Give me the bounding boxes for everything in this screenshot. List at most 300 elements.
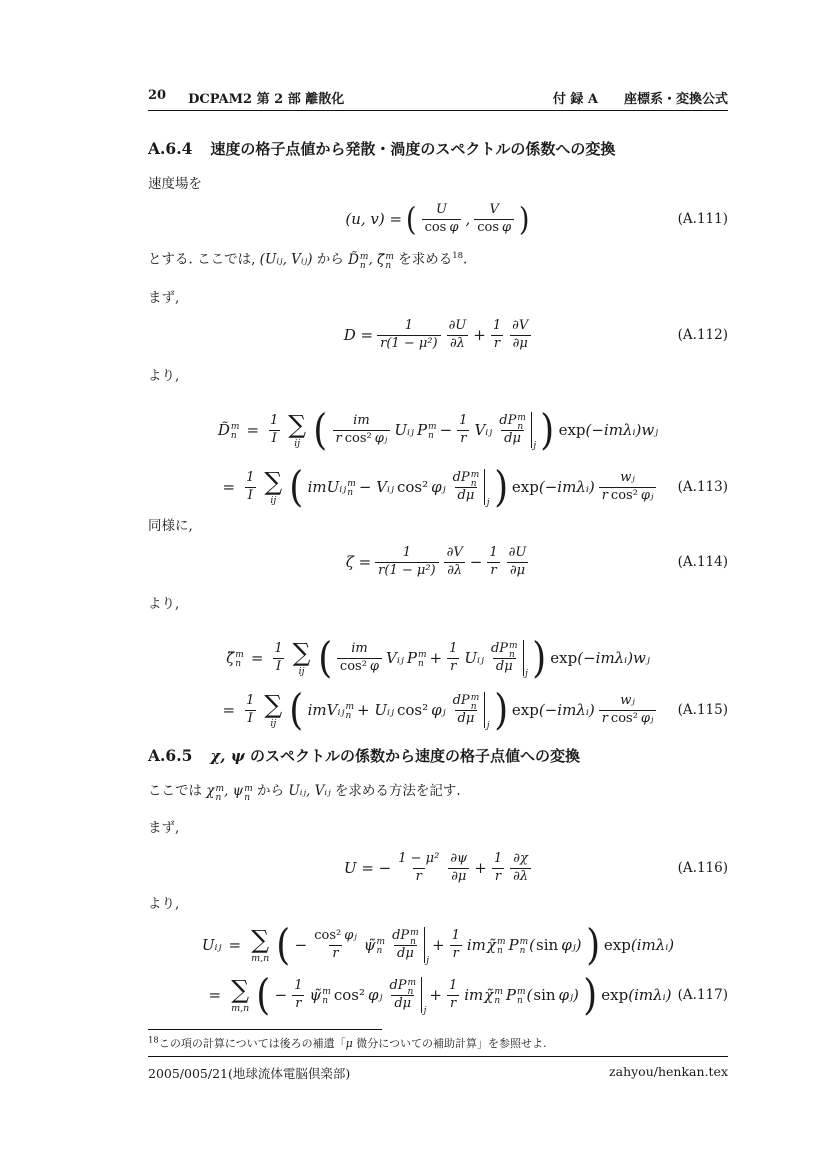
math-token: φⱼ) bbox=[558, 986, 579, 1004]
sup-sub-stack bbox=[520, 938, 529, 956]
sub-n: n bbox=[376, 946, 383, 956]
math-token bbox=[218, 421, 240, 439]
sup-sub-stack bbox=[377, 938, 386, 956]
sup-m: m bbox=[345, 702, 355, 712]
text-run: より, bbox=[148, 896, 180, 912]
exp-token: exp bbox=[558, 421, 586, 439]
math-token: ∂ψ bbox=[450, 851, 468, 867]
equation-a115-line2: = $\frac{1}{I}$ ∑ ij ( imVᵢⱼ m n + Uᵢⱼ cos² φⱼ dP m n dμ j ) exp (−imλᵢ) wⱼ r cos² φⱼ (A.115) bbox=[222, 685, 728, 734]
summation-symbol bbox=[292, 637, 311, 677]
paragraph bbox=[148, 517, 728, 537]
sum-limit: m,n bbox=[231, 1002, 250, 1014]
fraction bbox=[267, 413, 281, 447]
fraction bbox=[422, 202, 462, 236]
exp-token: exp bbox=[550, 649, 578, 667]
math-token: , bbox=[368, 251, 378, 268]
fraction bbox=[506, 545, 530, 579]
paragraph bbox=[148, 289, 728, 309]
minus-sign: − bbox=[274, 986, 288, 1004]
header-right-title: 座標系・変換公式 bbox=[623, 92, 728, 107]
math-token: U = − bbox=[343, 859, 392, 877]
math-token: I bbox=[273, 658, 284, 675]
sup-sub-stack bbox=[322, 988, 331, 1006]
math-token: + bbox=[473, 326, 486, 344]
legendre-p: P bbox=[416, 421, 428, 439]
cos-token: cos² bbox=[344, 430, 372, 446]
math-token: r bbox=[450, 945, 462, 962]
math-token: dP bbox=[452, 470, 470, 486]
equals-sign: = bbox=[246, 421, 260, 439]
math-token: (imλᵢ) bbox=[628, 986, 672, 1004]
sum-limit: ij bbox=[298, 665, 305, 677]
math-token: imVᵢⱼ bbox=[307, 701, 345, 719]
equals-sign: = bbox=[250, 649, 264, 667]
math-token bbox=[311, 928, 360, 944]
math-token: Uᵢⱼ bbox=[464, 649, 484, 667]
math-token: dP bbox=[490, 641, 509, 657]
sup-m: m bbox=[509, 641, 518, 652]
cos-token: cos² bbox=[396, 478, 429, 496]
exp-token: exp bbox=[601, 986, 629, 1004]
equation-a117-line2: = ∑ m,n ( − $\frac{1}{r}$ ψ̃ m n cos² φⱼ dP m n dμ j + $\frac{1}{r}$ im χ̃ m n P m n ( sin φⱼ) ) exp (imλᵢ) (A.117) bbox=[208, 970, 728, 1019]
math-token: wⱼ bbox=[620, 693, 635, 709]
fraction bbox=[456, 413, 470, 447]
fraction-with-eval bbox=[388, 927, 429, 966]
math-token: 1 bbox=[448, 978, 458, 994]
math-token bbox=[337, 658, 382, 675]
math-token: r(1 − μ²) bbox=[377, 335, 440, 352]
fraction bbox=[599, 693, 657, 727]
fraction bbox=[447, 851, 470, 885]
text-run: まず, bbox=[148, 820, 180, 836]
fraction bbox=[243, 470, 257, 504]
equation-a114 bbox=[148, 538, 728, 586]
math-token: im bbox=[464, 986, 484, 1004]
math-token: r bbox=[491, 335, 503, 352]
minus-sign: − bbox=[469, 553, 483, 571]
cos-token: cos² bbox=[339, 658, 367, 674]
fraction bbox=[599, 470, 657, 504]
math-token: D = bbox=[343, 326, 374, 344]
fraction bbox=[449, 928, 463, 962]
header-left bbox=[148, 88, 344, 107]
sup-sub-stack bbox=[347, 480, 356, 498]
math-token: imUᵢⱼ bbox=[307, 478, 347, 496]
math-token: r bbox=[413, 868, 425, 885]
sub-n: n bbox=[345, 711, 352, 721]
math-token: (imλᵢ) bbox=[630, 936, 675, 954]
eval-bar bbox=[531, 412, 537, 451]
math-token bbox=[308, 701, 354, 719]
math-token: ∂μ bbox=[507, 562, 528, 579]
math-token: ( bbox=[526, 986, 533, 1004]
section-heading-a65 bbox=[148, 745, 728, 766]
math-token: ∂λ bbox=[444, 562, 465, 579]
footnote-ref: 18 bbox=[452, 251, 464, 261]
math-token: 1 bbox=[294, 978, 303, 994]
sup-m: m bbox=[385, 252, 394, 263]
sigma-glyph: ∑ bbox=[251, 924, 270, 954]
header-appendix-label: 付 録 A bbox=[552, 92, 598, 107]
math-token bbox=[333, 430, 391, 447]
sub-n: n bbox=[516, 996, 523, 1006]
eval-subscript: j bbox=[533, 441, 537, 451]
math-token: 1 bbox=[493, 851, 503, 867]
math-token: ∂V bbox=[446, 545, 463, 561]
fraction bbox=[337, 641, 382, 675]
math-token: 1 bbox=[451, 928, 460, 944]
sup-sub-stack bbox=[471, 471, 480, 489]
plus-sign: + bbox=[432, 936, 445, 954]
text-run: 微分についての補助計算」を参照せよ. bbox=[352, 1037, 547, 1050]
sub-n: n bbox=[359, 261, 366, 272]
sup-m: m bbox=[407, 978, 417, 989]
eval-subscript: j bbox=[525, 669, 528, 679]
sup-m: m bbox=[428, 422, 437, 432]
equation-a113-line2: = $\frac{1}{I}$ ∑ ij ( imUᵢⱼ m n − Vᵢⱼ cos² φⱼ dP m n dμ j ) exp (−imλᵢ) wⱼ r cos² φⱼ (A.113) bbox=[222, 462, 728, 511]
summation-symbol bbox=[251, 924, 270, 964]
plus-sign: + bbox=[474, 859, 487, 877]
math-token: im bbox=[351, 641, 368, 657]
math-token: dμ bbox=[455, 710, 478, 727]
equation-a117-line1: Uᵢⱼ = ∑ m,n ( − $\frac{\text{cos² φⱼ}}{r}$ ψ̃ m n dP m n dμ j + $\frac{1}{r}$ im χ̃ m n P m n ( sin φⱼ) ) exp (imλᵢ) bbox=[201, 920, 675, 969]
cos-token: cos bbox=[424, 219, 447, 235]
sum-limit: ij bbox=[270, 494, 277, 506]
paragraph bbox=[148, 819, 728, 839]
psi-tilde-token: ψ̃ bbox=[363, 936, 376, 954]
sup-m: m bbox=[519, 937, 529, 947]
math-token: ∂λ bbox=[447, 335, 468, 352]
footnote-rule bbox=[148, 1029, 382, 1030]
math-token bbox=[599, 710, 657, 727]
phi-token: φⱼ bbox=[640, 487, 654, 503]
chi-tilde-token: χ̃ bbox=[484, 986, 494, 1004]
sup-sub-stack bbox=[408, 979, 417, 997]
footnote bbox=[148, 1035, 728, 1051]
fraction bbox=[395, 851, 442, 885]
fraction bbox=[486, 545, 500, 579]
sub-n: n bbox=[215, 792, 222, 803]
section-number: A.6.4 bbox=[148, 139, 193, 158]
text-run: 同様に, bbox=[148, 518, 193, 534]
sigma-glyph: ∑ bbox=[231, 974, 250, 1004]
sup-sub-stack bbox=[345, 703, 354, 721]
fraction-with-eval bbox=[449, 692, 490, 731]
fraction bbox=[333, 413, 391, 447]
math-token: dP bbox=[499, 413, 517, 429]
math-token bbox=[422, 219, 462, 236]
phi-token: φⱼ bbox=[367, 986, 383, 1004]
text-run: を求める方法を記す. bbox=[330, 783, 461, 799]
footer-date: 2005/005/21(地球流体電脳倶楽部) bbox=[148, 1066, 351, 1081]
page-footer bbox=[148, 1064, 728, 1082]
sub-n: n bbox=[230, 431, 237, 441]
psi-tilde-token: ψ̃ bbox=[309, 986, 322, 1004]
fraction bbox=[446, 641, 460, 675]
math-token: r bbox=[447, 995, 459, 1012]
text-run: この項の計算については後ろの補遺「 bbox=[158, 1037, 346, 1050]
math-token: r bbox=[292, 995, 304, 1012]
math-token: r bbox=[329, 945, 341, 962]
math-token bbox=[506, 986, 526, 1004]
text-run: 速度場を bbox=[148, 176, 202, 192]
math-token: Uᵢⱼ bbox=[394, 421, 414, 439]
phi-token: φ bbox=[502, 219, 512, 235]
math-token: U bbox=[436, 202, 447, 218]
equation-a113-line1: D̃ m n = $\frac{1}{I}$ ∑ ij ( im r cos² φⱼ Uᵢⱼ P m n − $\frac{1}{r}$ Vᵢⱼ dP m n dμ j ) exp (−imλᵢ)wⱼ bbox=[217, 405, 659, 454]
sup-m: m bbox=[517, 413, 526, 424]
math-token bbox=[417, 421, 437, 439]
sub-n: n bbox=[470, 702, 477, 713]
math-token: ∂V bbox=[512, 318, 529, 334]
sup-sub-stack bbox=[385, 253, 394, 271]
math-token: r bbox=[487, 562, 499, 579]
sub-n: n bbox=[322, 996, 329, 1006]
sigma-glyph: ∑ bbox=[264, 466, 283, 496]
sup-sub-stack bbox=[497, 938, 506, 956]
math-token: V bbox=[489, 202, 499, 218]
sum-limit: m,n bbox=[251, 952, 270, 964]
cos-token: cos² bbox=[610, 487, 638, 503]
math-token: − Vᵢⱼ bbox=[358, 478, 394, 496]
math-token: dμ bbox=[455, 487, 478, 504]
text-run: より, bbox=[148, 596, 180, 612]
cos-token: cos² bbox=[610, 710, 638, 726]
equals-sign: = bbox=[222, 478, 236, 496]
math-token: ∂U bbox=[448, 318, 467, 334]
section-number: A.6.5 bbox=[148, 746, 193, 765]
equation-number: (A.111) bbox=[677, 211, 728, 227]
chi-token: χ bbox=[206, 783, 215, 799]
fraction bbox=[490, 318, 504, 352]
fraction bbox=[446, 318, 470, 352]
math-token: wⱼ bbox=[620, 470, 635, 486]
fraction bbox=[291, 978, 305, 1012]
sub-n: n bbox=[470, 479, 477, 490]
math-token: im bbox=[353, 413, 370, 429]
sup-m: m bbox=[235, 650, 244, 660]
equals-sign: = bbox=[228, 936, 242, 954]
math-token: ∂χ bbox=[513, 851, 528, 867]
math-token: Vᵢⱼ bbox=[474, 421, 493, 439]
math-token: 1 bbox=[274, 641, 283, 657]
math-token: dμ bbox=[501, 430, 524, 447]
equation-number: (A.114) bbox=[677, 554, 728, 570]
section-heading-a64 bbox=[148, 138, 728, 159]
math-token: ( bbox=[529, 936, 536, 954]
fraction bbox=[243, 693, 257, 727]
header-rule bbox=[148, 110, 728, 111]
sup-sub-stack bbox=[517, 414, 526, 432]
fraction bbox=[444, 545, 466, 579]
equation-number: (A.112) bbox=[677, 327, 728, 343]
fraction-with-eval bbox=[449, 469, 490, 508]
math-token: 1 bbox=[492, 318, 502, 334]
phi-token: φⱼ bbox=[374, 430, 388, 446]
sup-m: m bbox=[215, 783, 225, 794]
sup-m: m bbox=[359, 252, 369, 263]
header-left-title: DCPAM2 第 2 部 離散化 bbox=[188, 92, 345, 107]
math-token bbox=[377, 251, 394, 271]
math-token: (−imλᵢ) bbox=[538, 701, 595, 719]
math-token bbox=[599, 487, 657, 504]
sub-n: n bbox=[417, 659, 424, 669]
vertical-bar bbox=[421, 977, 422, 1013]
sup-m: m bbox=[417, 650, 427, 660]
cos-token: cos bbox=[477, 219, 500, 235]
math-token: ∂μ bbox=[510, 335, 531, 352]
math-token: dP bbox=[452, 693, 470, 709]
sup-m: m bbox=[410, 928, 419, 939]
vertical-bar bbox=[523, 640, 524, 676]
math-token: dP bbox=[389, 978, 407, 994]
math-token: , bbox=[224, 783, 233, 799]
math-token: 1 − μ² bbox=[398, 851, 440, 867]
math-token: I bbox=[245, 487, 256, 504]
page-number: 20 bbox=[148, 88, 167, 103]
sub-n: n bbox=[428, 431, 434, 441]
sup-sub-stack bbox=[428, 423, 437, 441]
math-token: Uᵢⱼ bbox=[201, 936, 222, 954]
sup-m: m bbox=[230, 422, 240, 432]
sub-n: n bbox=[407, 987, 414, 998]
plus-sign: + bbox=[429, 986, 442, 1004]
sup-sub-stack bbox=[509, 642, 518, 660]
footer-rule bbox=[148, 1056, 728, 1057]
fraction bbox=[474, 202, 514, 236]
sigma-glyph: ∑ bbox=[264, 689, 283, 719]
sin-token: sin bbox=[536, 936, 559, 954]
math-token: ζ = bbox=[345, 553, 372, 571]
header-right bbox=[553, 88, 728, 107]
math-token: ∂μ bbox=[448, 868, 469, 885]
fraction-with-eval bbox=[495, 412, 537, 451]
math-token: , bbox=[465, 210, 471, 228]
math-token: 1 bbox=[404, 318, 413, 334]
equation-number: (A.113) bbox=[677, 479, 728, 495]
phi-token: φⱼ bbox=[344, 928, 357, 944]
math-token: r bbox=[601, 710, 608, 726]
paragraph bbox=[148, 895, 728, 915]
sup-sub-stack bbox=[215, 785, 224, 803]
sup-sub-stack bbox=[244, 785, 253, 803]
math-token bbox=[509, 936, 529, 954]
math-token bbox=[487, 936, 506, 954]
math-token bbox=[226, 649, 244, 667]
sub-n: n bbox=[494, 996, 501, 1006]
sup-m: m bbox=[470, 470, 480, 481]
fraction bbox=[377, 318, 440, 352]
math-token: 1 bbox=[246, 693, 255, 709]
math-token bbox=[474, 219, 514, 236]
equation-a116 bbox=[148, 844, 728, 892]
sup-sub-stack bbox=[471, 694, 480, 712]
minus-sign: − bbox=[439, 421, 453, 439]
text-run: から bbox=[312, 251, 349, 268]
paragraph bbox=[148, 782, 728, 802]
summation-symbol bbox=[264, 466, 283, 506]
sup-m: m bbox=[496, 937, 506, 947]
math-token: 1 bbox=[459, 413, 468, 429]
math-token: φⱼ) bbox=[561, 936, 582, 954]
sum-limit: ij bbox=[270, 717, 277, 729]
paragraph bbox=[148, 250, 728, 270]
sub-n: n bbox=[519, 946, 526, 956]
minus-sign: − bbox=[294, 936, 308, 954]
math-token bbox=[364, 936, 385, 954]
exp-token: exp bbox=[511, 478, 539, 496]
math-token: r bbox=[335, 430, 342, 446]
math-token: (−imλᵢ)wⱼ bbox=[585, 421, 659, 439]
math-token: dμ bbox=[391, 995, 414, 1012]
sub-n: n bbox=[385, 261, 392, 272]
eval-bar bbox=[421, 977, 427, 1016]
math-token bbox=[348, 251, 368, 271]
fraction-with-eval bbox=[487, 640, 528, 679]
fraction-with-eval bbox=[385, 977, 427, 1016]
math-token: dμ bbox=[493, 658, 516, 675]
phi-token: φⱼ bbox=[431, 478, 446, 496]
fraction bbox=[271, 641, 285, 675]
equation-number: (A.115) bbox=[677, 702, 728, 718]
cos-token: cos² bbox=[314, 928, 342, 944]
sub-n: n bbox=[244, 792, 251, 803]
sup-sub-stack bbox=[360, 253, 369, 271]
sup-m: m bbox=[322, 987, 331, 997]
sup-m: m bbox=[376, 937, 386, 947]
text-run: を求める bbox=[393, 251, 453, 268]
eval-bar bbox=[523, 640, 528, 679]
fraction bbox=[375, 545, 438, 579]
exp-token: exp bbox=[603, 936, 631, 954]
text-run: . bbox=[463, 251, 468, 268]
chi-tilde-token: χ̃ bbox=[486, 936, 496, 954]
plus-sign: + bbox=[429, 649, 443, 667]
section-title bbox=[210, 745, 580, 766]
legendre-p: P bbox=[508, 936, 519, 954]
page-header bbox=[148, 88, 728, 107]
sigma-glyph: ∑ bbox=[288, 409, 307, 439]
vertical-bar bbox=[484, 469, 485, 505]
sup-sub-stack bbox=[231, 423, 240, 441]
math-token: ∂λ bbox=[510, 868, 531, 885]
phi-token: φⱼ bbox=[640, 710, 654, 726]
cos-token: cos² bbox=[333, 986, 365, 1004]
math-token: (u, v) = bbox=[345, 210, 403, 228]
sup-m: m bbox=[347, 479, 356, 489]
zeta-tilde-token: ζ̃ bbox=[226, 649, 235, 667]
summation-symbol bbox=[264, 689, 283, 729]
math-token: ∂U bbox=[508, 545, 527, 561]
math-token: (Uᵢⱼ, Vᵢⱼ) bbox=[259, 251, 313, 268]
math-token bbox=[407, 649, 427, 667]
math-token: (−imλᵢ) bbox=[538, 478, 595, 496]
phi-token: φ bbox=[449, 219, 459, 235]
sub-n: n bbox=[496, 946, 503, 956]
math-token: r bbox=[447, 658, 459, 675]
zeta-tilde-token: ζ̃ bbox=[377, 251, 385, 268]
eval-subscript: j bbox=[486, 498, 490, 508]
eval-subscript: j bbox=[426, 956, 429, 966]
exp-token: exp bbox=[511, 701, 539, 719]
text-run: より, bbox=[148, 368, 180, 384]
legendre-p: P bbox=[406, 649, 417, 667]
vertical-bar bbox=[484, 692, 485, 728]
summation-symbol bbox=[231, 974, 250, 1014]
math-token: r bbox=[492, 868, 504, 885]
math-token: Uᵢⱼ, Vᵢⱼ bbox=[288, 783, 331, 799]
math-token: dP bbox=[392, 928, 410, 944]
